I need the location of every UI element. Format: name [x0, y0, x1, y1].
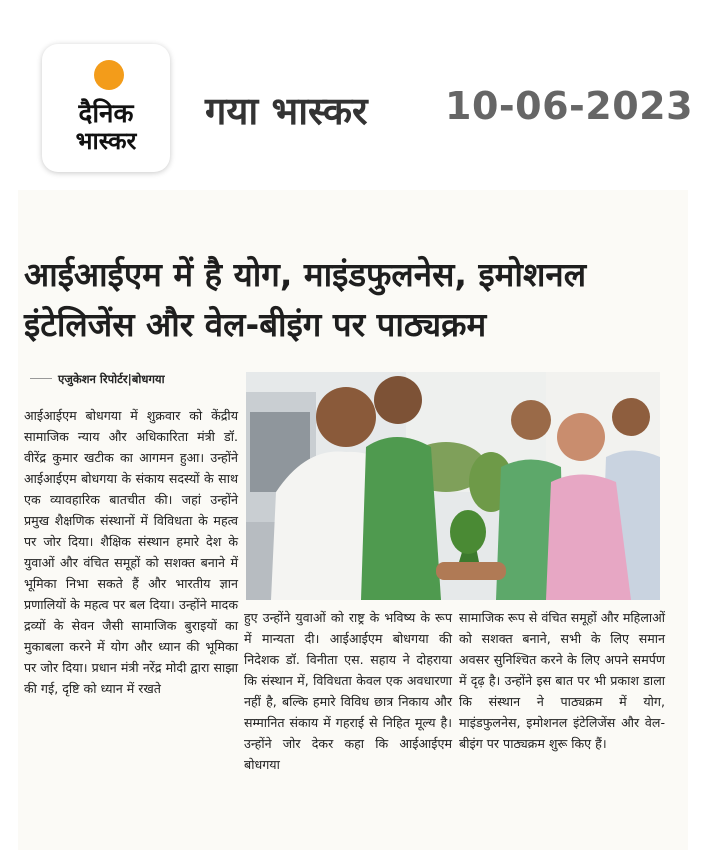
dainik-bhaskar-logo[interactable]	[42, 44, 170, 172]
edition-title: गया भास्कर	[205, 89, 368, 133]
article-headline	[24, 250, 684, 350]
article-column-1: आईआईएम बोधगया में शुक्रवार को केंद्रीय सामाजिक न्याय और अधिकारिता मंत्री डॉ. वीरेंद्र कुमार खटीक का आगमन हुआ। उन्होंने आईआईएम बोधगया के संकाय सदस्यों के साथ एक व्यावहारिक बातचीत की। जहां उन्होंने प्रमुख शैक्षणिक संस्थानों में विविधता के महत्व पर जोर दिया। शैक्षिक संस्थान हमारे देश के युवाओं और वंचित समूहों को सशक्त बनाने में भूमिका निभा सकते हैं और भारतीय ज्ञान प्रणालियों के महत्व पर बल दिया। उन्होंने मादक द्रव्यों के सेवन जैसी सामाजिक बुराइयों का मुकाबला करने में योग और ध्यान की भूमिका पर जोर दिया। प्रधान मंत्री नरेंद्र मोदी द्वारा साझा की गई, दृष्टि को ध्यान में रखते	[24, 408, 238, 696]
article-column-3: सामाजिक रूप से वंचित समूहों और महिलाओं को सशक्त बनाने, सभी के लिए समान अवसर सुनिश्चित करने के लिए अपने समर्पण में दृढ़ है। उन्होंने इस बात पर भी प्रकाश डाला कि संस्थान ने पाठ्यक्रम में योग, माइंडफुलनेस, इमोशनल इंटेलिजेंस और वेल-बीइंग पर पाठ्यक्रम शुरू किए हैं।	[459, 610, 665, 751]
sun-icon	[94, 60, 124, 90]
byline-divider	[30, 378, 52, 379]
edition-date: 10-06-2023	[445, 84, 694, 128]
article-byline: एजुकेशन रिपोर्टर|बोधगया	[58, 372, 165, 386]
article-column-2: हुए उन्होंने युवाओं को राष्ट्र के भविष्य के रूप में मान्यता दी। आईआईएम बोधगया की निदेशक डॉ. विनीता एस. सहाय ने दोहराया कि संस्थान में, विविधता केवल एक अवधारणा नहीं है, बल्कि हमारे विविध छात्र निकाय और सम्मानित संकाय में गहराई से निहित मूल्य है। उन्होंने जोर देकर कहा कि आईआईएम बोधगया	[244, 610, 452, 772]
headline-line-2: इंटेलिजेंस और वेल-बीइंग पर पाठ्यक्रम	[24, 305, 487, 344]
article-photo	[246, 372, 660, 600]
headline-line-1: आईआईएम में है योग, माइंडफुलनेस, इमोशनल	[24, 255, 587, 294]
logo-line-1: दैनिक	[78, 99, 134, 129]
page-header	[0, 0, 705, 185]
logo-line-2: भास्कर	[75, 127, 137, 155]
